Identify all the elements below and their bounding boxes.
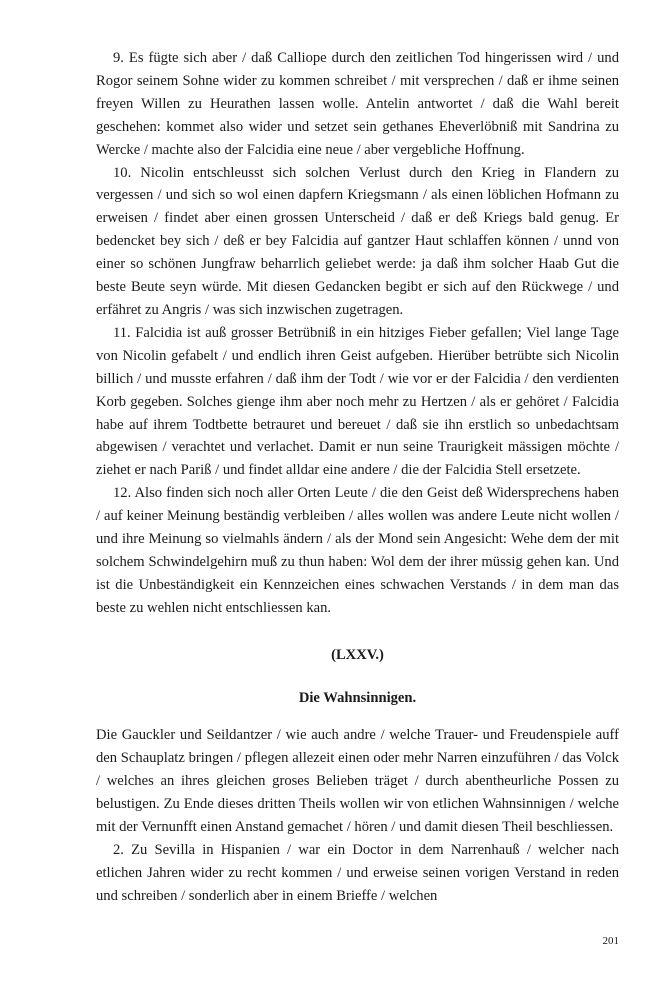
paragraph-10: 10. Nicolin entschleusst sich solchen Verlust durch den Krieg in Flandern zu vergessen / und sich so wol einen dapfern Kriegsmann / als einen löblichen Hofmann zu erweisen / findet aber einen grossen Unterscheid / daß er deß Kriegs bald genug. Er bedencket bey sich / deß er bey Falcidia auf gantzer Haut schlaffen können / unnd von einer so schönen Jungfraw beharrlich geliebet werde: ja daß ihm solcher Haab Gut die beste Beute seyn würde. Mit diesen Gedancken begibt er sich auf den Rückwege / und erfähret zu Angris / was sich inzwischen zugetragen. (96, 164, 619, 318)
paragraph-2: 2. Zu Sevilla in Hispanien / war ein Doctor in dem Narrenhauß / welcher nach etlichen Jahren wider zu recht kommen / und erweise seinen vorigen Verstand in reden und schreiben / sonderlich aber in einem Brieffe / welchen (96, 842, 619, 904)
section-title: Die Wahnsinnigen. (298, 689, 417, 706)
page-body (96, 47, 619, 908)
paragraph-12: 12. Also finden sich noch aller Orten Leute / die den Geist deß Widersprechens haben / auf keiner Meinung beständig verbleiben / alles wollen was andere Leute nicht wollen / und ihre Meinung so vielmahls ändern / als der Mond sein Angesicht: Wehe dem der mit solchem Schwindelgehirn muß zu thun haben: Wol dem der ihrer müssig gehen kan. Und ist die Unbeständigkeit ein Kennzeichen eines schwachen Verstands / in dem man das beste zu wehlen nicht entschliessen kan. (96, 485, 619, 616)
section-number: (LXXV.) (331, 646, 384, 663)
paragraph-11: 11. Falcidia ist auß grosser Betrübniß in ein hitziges Fieber gefallen; Viel lange Tage von Nicolin gefabelt / und endlich ihren Geist aufgeben. Hierüber betrübte sich Nicolin billich / und musste erfahren / daß ihm der Todt / wie vor er der Falcidia / den verdienten Korb gegeben. Solches gienge ihm aber noch mehr zu Hertzen / als er gehöret / Falcidia habe auf ihrem Todtbette betrauret und bereuet / daß sie ihn erstlich so unbedachtsam abgewisen / verachtet und verlachet. Damit er nun seine Traurigkeit mässigen möchte / ziehet er nach Pariß / und findet alldar eine andere / die der Falcidia Stell ersetzete. (96, 324, 619, 479)
paragraph-intro: Die Gauckler und Seildantzer / wie auch andre / welche Trauer- und Freudenspiele auff den Schauplatz bringen / pflegen allezeit einen oder mehr Narren einzuführen / das Volck / welches an ihres gleichen groses Belieben träget / durch abentheurliche Possen zu belustigen. Zu Ende dieses dritten Theils wollen wir von etlichen Wahnsinnigen / welche mit der Vernunfft einen Anstand gemachet / hören / und damit diesen Theil beschliessen. (96, 727, 619, 836)
page-number: 201 (602, 935, 619, 947)
paragraph-9: 9. Es fügte sich aber / daß Calliope durch den zeitlichen Tod hingerissen wird / und Rogor seinem Sohne wider zu kommen schreibet / mit versprechen / daß er ihme seinen freyen Willen zu Heurathen lassen wolle. Antelin antwortet / daß die Wahl bereit geschehen: kommet also wider und setzet sein gethanes Eheverlöbniß mit Sandrina zu Wercke / machte also der Falcidia eine neue / aber vergebliche Hoffnung. (96, 50, 619, 158)
